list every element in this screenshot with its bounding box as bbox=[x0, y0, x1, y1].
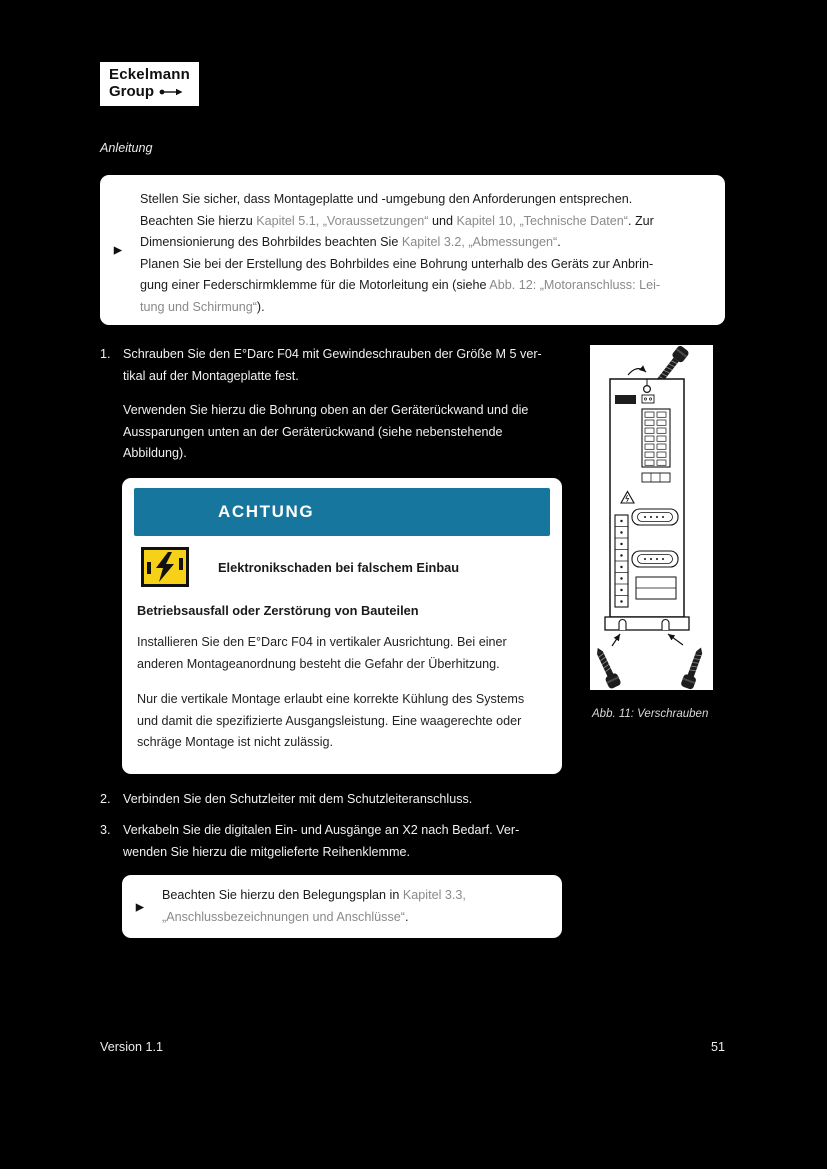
text-segment: Dimensionierung des Bohrbildes beachten Sie bbox=[140, 235, 402, 249]
text-line bbox=[123, 366, 542, 388]
text-segment: . Zur bbox=[627, 213, 654, 228]
warning-consequence-text: Betriebsausfall oder Zerstörung von Bauteilen bbox=[137, 603, 419, 618]
warning-box-achtung bbox=[122, 478, 562, 774]
cross-reference-link[interactable]: Kapitel 10, „Technische Daten“ bbox=[456, 213, 628, 228]
text-line bbox=[137, 654, 550, 676]
document-type-label: Anleitung bbox=[100, 141, 153, 155]
text-line bbox=[123, 443, 542, 465]
text-line bbox=[162, 885, 548, 907]
step-1-number: 1. bbox=[100, 347, 111, 361]
warning-signal-word-bar bbox=[134, 488, 550, 536]
text-line bbox=[137, 689, 550, 711]
text-line bbox=[137, 711, 550, 733]
text-segment: Verwenden Sie hierzu die Bohrung oben an der Geräterückwand und die bbox=[123, 403, 529, 417]
text-line bbox=[140, 275, 709, 297]
text-segment: Schrauben Sie den E°Darc F04 mit Gewindeschrauben der Größe M 5 ver- bbox=[123, 347, 542, 361]
warning-paragraph-1 bbox=[137, 632, 550, 675]
step-1 bbox=[100, 344, 590, 465]
step-3-paragraph-1 bbox=[123, 820, 519, 863]
text-segment: . bbox=[557, 235, 561, 249]
warning-hazard-text: Elektronikschaden bei falschem Einbau bbox=[218, 559, 460, 575]
warning-title: ACHTUNG bbox=[218, 502, 315, 521]
text-line bbox=[140, 189, 709, 211]
text-segment: Stellen Sie sicher, dass Montageplatte und -umgebung den Anforderungen entsprechen. bbox=[140, 192, 633, 206]
text-line bbox=[162, 907, 548, 929]
step-2 bbox=[100, 789, 590, 811]
electrical-hazard-icon bbox=[141, 547, 189, 587]
cross-reference-link[interactable]: „Anschlussbezeichnungen und Anschlüsse“ bbox=[162, 909, 405, 924]
step-2-paragraph-1 bbox=[123, 789, 472, 811]
figure-verschrauben bbox=[590, 345, 713, 690]
step-1-paragraph-2 bbox=[123, 400, 542, 465]
text-segment: ). bbox=[256, 299, 265, 314]
footer-page-number: 51 bbox=[710, 1040, 725, 1054]
text-segment: Abbildung). bbox=[123, 446, 187, 460]
note-bottom-text bbox=[162, 885, 548, 928]
cross-reference-link[interactable]: Kapitel 5.1, „Voraussetzungen“ bbox=[256, 213, 429, 228]
step-1-paragraph-1 bbox=[123, 344, 542, 387]
cross-reference-link[interactable]: Abb. 12: „Motoranschluss: Lei- bbox=[489, 278, 661, 292]
text-line bbox=[140, 297, 709, 319]
text-line bbox=[140, 232, 709, 254]
text-line bbox=[123, 400, 542, 422]
text-segment: Planen Sie bei der Erstellung des Bohrbildes eine Bohrung unterhalb des Geräts zur Anbrin- bbox=[140, 256, 654, 271]
text-segment: Verbinden Sie den Schutzleiter mit dem Schutzleiteranschluss. bbox=[123, 792, 473, 806]
text-segment: gung einer Federschirmklemme für die Motorleitung ein (siehe bbox=[140, 278, 490, 292]
bottom-left-screw-icon bbox=[592, 645, 622, 689]
text-segment: Verkabeln Sie die digitalen Ein- und Ausgänge an X2 nach Bedarf. Ver- bbox=[123, 823, 520, 837]
cross-reference-link[interactable]: tung und Schirmung“ bbox=[140, 299, 257, 314]
text-line bbox=[140, 211, 709, 233]
text-segment: anderen Montageanordnung besteht die Gefahr der Überhitzung. bbox=[137, 656, 500, 671]
text-segment: tikal auf der Montageplatte fest. bbox=[123, 368, 299, 383]
text-segment: und bbox=[428, 213, 457, 228]
step-3-number: 3. bbox=[100, 823, 111, 837]
text-line bbox=[123, 344, 542, 366]
bottom-right-screw-icon bbox=[680, 645, 707, 690]
note-arrow-icon: ► bbox=[111, 241, 125, 258]
text-line bbox=[137, 632, 550, 654]
warning-paragraph-2 bbox=[137, 689, 550, 754]
step-2-number: 2. bbox=[100, 792, 111, 806]
text-line bbox=[123, 789, 472, 811]
note-arrow-icon: ► bbox=[133, 897, 147, 914]
text-segment: Aussparungen unten an der Geräterückwand (siehe nebenstehende bbox=[123, 424, 503, 439]
text-segment: wenden Sie hierzu die mitgelieferte Reihenklemme. bbox=[123, 844, 411, 859]
device-outline bbox=[610, 379, 684, 617]
text-line bbox=[123, 842, 519, 864]
text-segment: Beachten Sie hierzu den Belegungsplan in bbox=[162, 888, 403, 902]
note-box-top bbox=[100, 175, 725, 325]
device-figure-drawing bbox=[590, 345, 713, 690]
logo-arrow-icon bbox=[159, 88, 183, 96]
text-segment: . bbox=[404, 909, 409, 924]
text-segment: Beachten Sie hierzu bbox=[140, 213, 257, 228]
figure-caption: Abb. 11: Verschrauben bbox=[592, 708, 709, 720]
cross-reference-link[interactable]: Kapitel 3.2, „Abmessungen“ bbox=[401, 235, 558, 249]
text-line bbox=[137, 732, 550, 754]
text-segment: Installieren Sie den E°Darc F04 in vertikaler Ausrichtung. Bei einer bbox=[137, 635, 507, 649]
text-line bbox=[123, 422, 542, 444]
footer-version: Version 1.1 bbox=[100, 1040, 164, 1054]
text-segment: Nur die vertikale Montage erlaubt eine korrekte Kühlung des Systems bbox=[137, 692, 525, 706]
bottom-left-arrow bbox=[612, 634, 620, 646]
text-segment: schräge Montage ist nicht zulässig. bbox=[137, 735, 334, 749]
top-mounting-arrow bbox=[628, 369, 646, 375]
bottom-right-arrow bbox=[668, 634, 683, 645]
text-line bbox=[140, 254, 709, 276]
eckelmann-logo bbox=[100, 62, 199, 106]
note-top-text bbox=[140, 189, 709, 318]
cross-reference-link[interactable]: Kapitel 3.3, bbox=[402, 888, 466, 902]
text-line bbox=[123, 820, 519, 842]
bottom-flange bbox=[605, 617, 689, 630]
note-box-bottom bbox=[122, 875, 562, 938]
text-segment: und damit die spezifizierte Ausgangsleistung. Eine waagerechte oder bbox=[137, 713, 522, 728]
step-3 bbox=[100, 820, 590, 863]
logo-text-line2: Group bbox=[109, 83, 154, 100]
logo-text-line1: Eckelmann bbox=[109, 66, 191, 83]
